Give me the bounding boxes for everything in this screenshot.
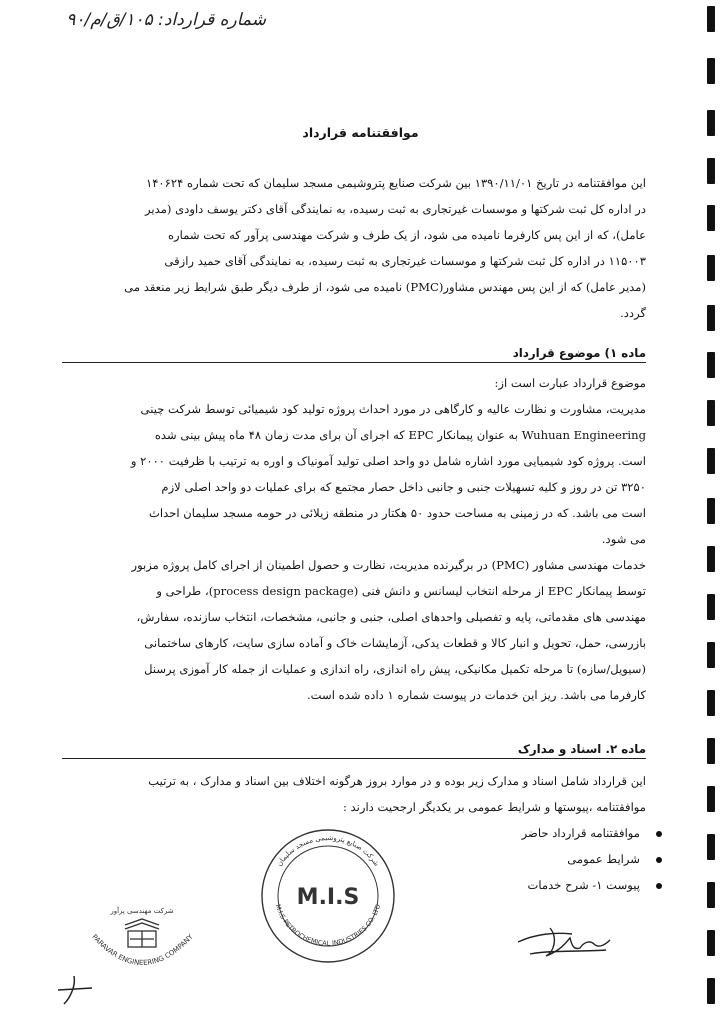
intro-line: عامل)، که از این پس کارفرما نامیده می شود، از یک طرف و شرکت مهندسی پرآور که تحت شماره <box>167 228 646 242</box>
bullet-icon <box>656 831 662 837</box>
article2-line: این قرارداد شامل اسناد و مدارک زیر بوده و در موارد بروز هرگونه اختلاف بین اسناد و مدارک ، به ترتیب <box>148 774 646 788</box>
article1-line: موضوع قرارداد عبارت است از: <box>494 376 646 390</box>
article1-line: مدیریت، مشاورت و نظارت عالیه و کارگاهی در مورد احداث پروژه تولید کود شیمیائی توسط شرکت چینی <box>140 402 646 416</box>
signature-right <box>510 920 620 965</box>
article1-line: (سیویل/سازه) تا مرحله تکمیل مکانیکی، پیش راه اندازی، راه اندازی و عملیات از جمله کار آموزی پرسنل <box>144 662 646 676</box>
intro-line: ۱۱۵۰۰۳ در اداره کل ثبت شرکتها و موسسات غیرتجاری به ثبت رسیده، به نمایندگی آقای حمید رازقی <box>164 254 646 268</box>
list-item: موافقتنامه قرارداد حاضر <box>300 820 662 846</box>
article1-heading <box>62 346 646 363</box>
article1-body <box>62 370 646 708</box>
intro-line: در اداره کل ثبت شرکتها و موسسات غیرتجاری به ثبت رسیده، به نمایندگی آقای دکتر یوسف داودی (مدیر <box>145 202 646 216</box>
scan-edge-marks <box>681 0 721 1024</box>
article1-line: است می باشد. که در زمینی به مساحت حدود ۵۰ هکتار در منطقه زیلائی در حومه مسجد سلیمان احداث <box>148 506 646 520</box>
intro-paragraph <box>62 170 646 326</box>
signature-left-mark <box>50 968 100 1008</box>
article1-line: است. پروژه کود شیمیایی مورد اشاره شامل دو واحد اصلی تولید آمونیاک و اوره به ترتیب با ظرفیت ۲۰۰۰ و <box>130 454 646 468</box>
bullet-icon <box>656 857 662 863</box>
stamp-text: شرکت صنایع پتروشیمی مسجد سلیمان <box>275 833 381 868</box>
article1-line: می شود. <box>601 532 646 546</box>
article1-line: مهندسی های مقدماتی، پایه و تفصیلی واحدهای اصلی، جنبی و جانبی، مشخصات، انتخاب سازنده، سفارش، <box>136 610 646 624</box>
list-item: شرایط عمومی <box>300 846 662 872</box>
document-title: موافقتنامه قرارداد <box>302 125 419 140</box>
article2-heading <box>62 742 646 759</box>
intro-line: گردد. <box>620 306 646 320</box>
stamp-text: M.I.S PETROCHEMICAL INDUSTRIES CO. LTD <box>273 903 383 948</box>
intro-line: این موافقتنامه در تاریخ ۱۳۹۰/۱۱/۰۱ بین شرکت صنایع پتروشیمی مسجد سلیمان که تحت شماره ۱۴۰۶۲۴ <box>145 176 646 190</box>
article1-line: Wuhuan Engineering به عنوان پیمانکار EPC که اجرای آن برای مدت زمان ۴۸ ماه پیش بینی شده <box>154 428 646 442</box>
article1-line: ۳۲۵۰ تن در روز و کلیه تسهیلات جنبی و جانبی داخل حصار مجتمع که برای عملیات دو واحد اصلی لازم <box>161 480 646 494</box>
stamp-text: PARAVAR ENGINEERING COMPANY <box>90 932 195 968</box>
article2-heading-text: ماده ۲. اسناد و مدارک <box>517 742 646 756</box>
bullet-icon <box>656 883 662 889</box>
article1-line: خدمات مهندسی مشاور (PMC) در برگیرنده مدیریت، نظارت و حصول اطمینان از اجرای کامل پروژه مزبور <box>131 558 646 572</box>
intro-line: (مدیر عامل) که از این پس مهندس مشاور(PMC) نامیده می شود، از طرف دیگر طبق شرایط زیر منعقد می <box>124 280 646 294</box>
stamp-logo-text: M.I.S <box>296 885 360 910</box>
mis-petrochemical-stamp <box>258 826 398 966</box>
article2-line: موافقتنامه ،پیوستها و شرایط عمومی بر یکدیگر ارجحیت دارند : <box>342 800 646 814</box>
list-item: پیوست ۱- شرح خدمات <box>300 872 662 898</box>
article1-line: بازرسی، حمل، تحویل و انبار کالا و قطعات یدکی، آزمایشات خاک و آماده سازی سایت، کارهای ساختمانی <box>144 636 646 650</box>
stamp-text: شرکت مهندسی پرآور <box>110 907 174 915</box>
article1-heading-text: ماده ۱) موضوع قرارداد <box>512 346 646 360</box>
article1-line: کارفرما می باشد. ریز این خدمات در پیوست شماره ۱ داده شده است. <box>306 688 646 702</box>
article2-body <box>62 768 646 820</box>
handwritten-contract-number: شماره قرارداد: ۱۰۵/ق/م/۹۰ <box>66 10 266 30</box>
article1-line: توسط پیمانکار EPC از مرحله انتخاب لیسانس و دانش فنی (process design package)، طراحی و <box>156 584 646 598</box>
